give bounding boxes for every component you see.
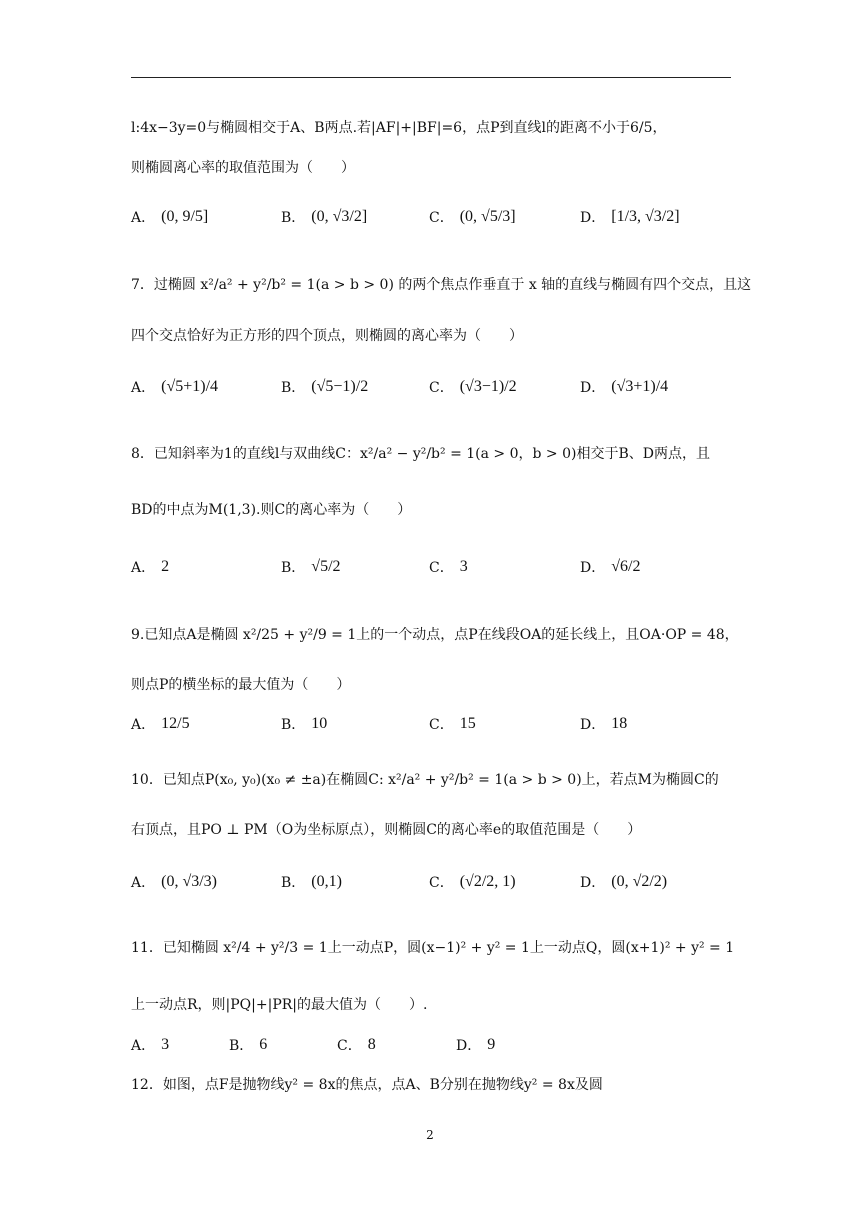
option-d xyxy=(456,1023,495,1067)
option-d xyxy=(580,545,640,589)
option-label: B． xyxy=(281,380,306,396)
question-line: 10．已知点P(x₀, y₀)(x₀ ≠ ±a)在椭圆C: x²/a² + y²/b² = 1(a > b > 0)上，若点M为椭圆C的 xyxy=(131,772,719,788)
option-label: D． xyxy=(580,875,606,891)
option-c xyxy=(429,195,516,239)
option-b xyxy=(281,365,368,409)
question-line: 四个交点恰好为正方形的四个顶点，则椭圆的离心率为（ ） xyxy=(131,328,523,344)
option-value: (0, √2/2) xyxy=(611,873,668,890)
option-b xyxy=(281,195,367,239)
option-label: C． xyxy=(429,210,454,226)
option-label: C． xyxy=(429,380,454,396)
option-value: 2 xyxy=(161,558,170,575)
question-line: BD的中点为M(1,3).则C的离心率为（ ） xyxy=(131,502,412,518)
options-row xyxy=(131,860,751,904)
option-label: A． xyxy=(131,717,156,733)
options-row xyxy=(131,195,751,239)
options-row xyxy=(131,702,751,746)
option-label: D． xyxy=(580,210,606,226)
option-b xyxy=(229,1023,267,1067)
option-value: (√5+1)/4 xyxy=(161,378,219,395)
option-c xyxy=(429,545,468,589)
option-c xyxy=(429,702,476,746)
option-d xyxy=(580,860,667,904)
option-value: 18 xyxy=(611,715,628,732)
option-label: B． xyxy=(281,560,306,576)
option-value: (√3−1)/2 xyxy=(459,378,517,395)
option-value: (√2/2, 1) xyxy=(459,873,516,890)
page-number: 2 xyxy=(426,1128,434,1142)
option-value: √5/2 xyxy=(311,558,341,575)
option-a xyxy=(131,1023,169,1067)
question-line: 9.已知点A是椭圆 x²/25 + y²/9 = 1上的一个动点，点P在线段OA的延长线上，且OA·OP = 48， xyxy=(131,627,739,643)
header-rule xyxy=(131,77,731,78)
option-value: (√5−1)/2 xyxy=(311,378,369,395)
option-label: D． xyxy=(456,1038,482,1054)
option-a xyxy=(131,860,217,904)
option-label: A． xyxy=(131,1038,156,1054)
option-value: 3 xyxy=(459,558,468,575)
option-value: (0, 9/5] xyxy=(161,208,209,225)
option-c xyxy=(429,365,517,409)
question-line: 7．过椭圆 x²/a² + y²/b² = 1(a > b > 0) 的两个焦点作垂直于 x 轴的直线与椭圆有四个交点，且这 xyxy=(131,277,752,293)
option-a xyxy=(131,545,169,589)
option-value: 9 xyxy=(487,1036,496,1053)
option-label: C． xyxy=(429,875,454,891)
options-row xyxy=(131,545,751,589)
option-value: 8 xyxy=(367,1036,376,1053)
question-line: l:4x−3y=0与椭圆相交于A、B两点.若|AF|+|BF|=6，点P到直线l的距离不小于6/5， xyxy=(131,120,667,136)
option-a xyxy=(131,702,190,746)
option-label: A． xyxy=(131,875,156,891)
question-line: 8．已知斜率为1的直线l与双曲线C：x²/a² − y²/b² = 1(a > 0，b > 0)相交于B、D两点，且 xyxy=(131,446,710,462)
option-value: (0, √3/2] xyxy=(311,208,368,225)
option-d xyxy=(580,702,627,746)
question-line: 11．已知椭圆 x²/4 + y²/3 = 1上一动点P，圆(x−1)² + y² = 1上一动点Q，圆(x+1)² + y² = 1 xyxy=(131,940,735,956)
option-label: B． xyxy=(229,1038,254,1054)
option-label: C． xyxy=(429,717,454,733)
option-c xyxy=(337,1023,376,1067)
option-value: 12/5 xyxy=(161,715,190,732)
question-line: 则椭圆离心率的取值范围为（ ） xyxy=(131,160,355,176)
option-label: D． xyxy=(580,380,606,396)
options-row xyxy=(131,365,751,409)
option-a xyxy=(131,365,218,409)
option-value: (0, √5/3] xyxy=(459,208,516,225)
options-row xyxy=(131,1023,751,1067)
option-value: 10 xyxy=(311,715,328,732)
option-label: D． xyxy=(580,560,606,576)
option-label: C． xyxy=(337,1038,362,1054)
option-a xyxy=(131,195,208,239)
option-label: A． xyxy=(131,210,156,226)
option-value: √6/2 xyxy=(611,558,641,575)
option-value: 15 xyxy=(459,715,476,732)
question-line: 右顶点，且PO ⊥ PM（O为坐标原点），则椭圆C的离心率e的取值范围是（ ） xyxy=(131,822,642,838)
option-label: A． xyxy=(131,380,156,396)
option-label: B． xyxy=(281,210,306,226)
option-label: B． xyxy=(281,717,306,733)
question-line: 12．如图，点F是抛物线y² = 8x的焦点，点A、B分别在抛物线y² = 8x及圆 xyxy=(131,1077,603,1093)
question-line: 则点P的横坐标的最大值为（ ） xyxy=(131,677,351,693)
option-label: B． xyxy=(281,875,306,891)
option-value: (√3+1)/4 xyxy=(611,378,669,395)
option-b xyxy=(281,545,341,589)
option-value: (0, √3/3) xyxy=(161,873,218,890)
option-value: 3 xyxy=(161,1036,170,1053)
option-value: 6 xyxy=(259,1036,268,1053)
option-label: D． xyxy=(580,717,606,733)
option-c xyxy=(429,860,516,904)
option-value: [1/3, √3/2] xyxy=(611,208,680,225)
option-b xyxy=(281,702,327,746)
option-label: A． xyxy=(131,560,156,576)
option-label: C． xyxy=(429,560,454,576)
question-line: 上一动点R，则|PQ|+|PR|的最大值为（ ）. xyxy=(131,997,428,1013)
option-value: (0,1) xyxy=(311,873,342,890)
option-d xyxy=(580,365,668,409)
option-b xyxy=(281,860,342,904)
option-d xyxy=(580,195,680,239)
